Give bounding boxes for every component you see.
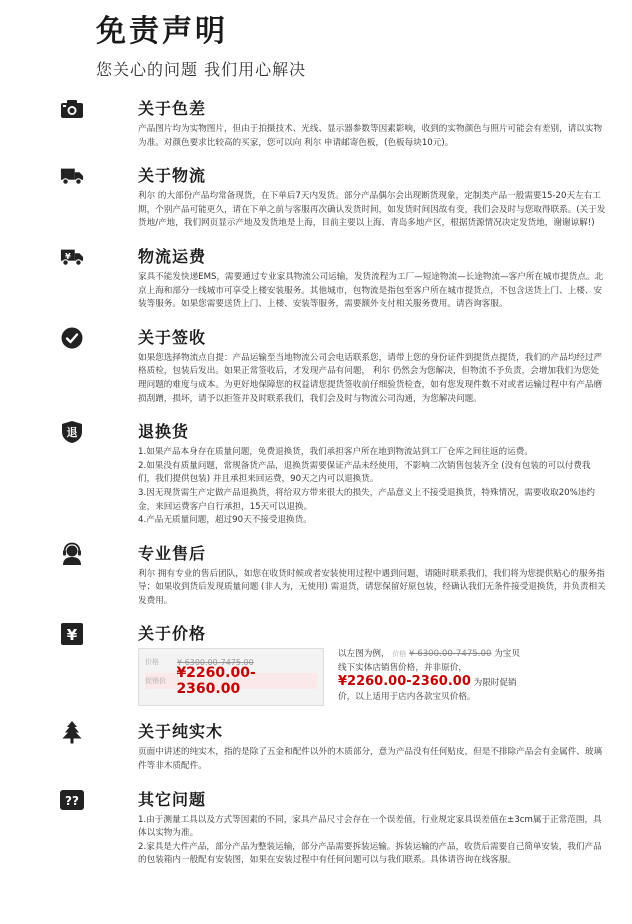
promo-price-label: 促销价 (145, 677, 166, 686)
tree-icon (60, 721, 84, 743)
section-title: 关于色差 (138, 99, 207, 118)
section-title: 其它问题 (138, 789, 207, 809)
section-color-difference (96, 98, 610, 150)
check-circle-icon (60, 327, 84, 349)
section-price (66, 623, 610, 706)
section-other-questions (65, 789, 610, 868)
svg-text:??: ?? (65, 793, 79, 808)
promo-price: ¥2260.00-2360.00 (176, 665, 256, 698)
section-text: 家具不能发快递EMS，需要通过专业家具物流公司运输，发货流程为工厂—短途物流—长途物流—客户所在城市提货点。北京上海和部分一线城市可享受上楼安装服务。其他城市，包物流是指包至客户所在城市提货点，不包含送货上门、上楼、安装等服务。如果您需要送货上门、上楼、安装等服务，需要额外支付相关服务费用。请咨询客服。 (138, 271, 604, 310)
shipping-fee-icon (60, 246, 84, 268)
section-text: 产品图片均为实物图片，但由于拍摄技术、光线、显示器参数等因素影响，收到的实物颜色与照片可能会有差别，请以实物为准。对颜色要求比较高的买家，您可以向 利尔 申请邮寄色板，(色板每块10元)。 (138, 124, 603, 148)
price-example-card (138, 648, 324, 706)
section-title: 退换货 (138, 422, 190, 442)
section-title: 关于纯实木 (138, 722, 224, 742)
yen-icon (60, 623, 84, 645)
section-text: 1.如果产品本身存在质量问题，免费退换货，我们承担客户所在地到物流站到工厂仓库之间往返的运费。 (138, 447, 533, 458)
svg-text:¥: ¥ (64, 250, 71, 261)
section-text: 2.如果没有质量问题，常规备货产品，退换货需要保证产品未经使用，不影响二次销售包装齐全 (没有包装的可以付费我们，我们提供包装) 并且承担来回运费，90天之内可以退换货。 (138, 460, 591, 485)
price-label: 价格 (145, 658, 159, 667)
section-returns (66, 421, 610, 528)
section-solid-wood (96, 721, 610, 773)
section-text: 利尔 拥有专业的售后团队，如您在收货时候或者安装使用过程中遇到问题，请随时联系我们，我们将为您提供贴心的服务指导；如果收到货后发现质量问题 (非人为，无使用) 需退货，请您保留好原包装，经确认我们无条件接受退换货，并负责相关发费用。 (138, 568, 606, 606)
page-subtitle: 您关心的问题 我们用心解决 (96, 60, 307, 79)
original-price: ¥ 6300.00-7475.00 (177, 657, 254, 667)
section-text: 页面中讲述的纯实木，指的是除了五金和配件以外的木质部分，意为产品没有任何贴皮，但是不排除产品会有金属件、玻璃件等非木质配件。 (138, 747, 603, 772)
section-title: 关于价格 (138, 624, 207, 644)
section-text: 2.家具是大件产品，部分产品为整装运输，部分产品需要拆装运输。拆装运输的产品，收货后需要自己简单安装，我们产品的包装箱内一般配有安装图，如果在安装过程中有任何问题可以与我们联系。具体请咨询在线客服。 (138, 841, 602, 866)
camera-icon (60, 98, 84, 120)
price-text-intro: 以左图为例， (338, 649, 390, 660)
section-title: 物流运费 (138, 246, 207, 266)
section-text: 4.产品无质量问题，超过90天不接受退换货。 (138, 515, 312, 526)
section-text: 3.因无现货需生产定做产品退换货，将给双方带来很大的损失，产品意义上不接受退换货，特殊情况，需要收取20%违约金，来回运费客户自行承担，15天可以退换。 (138, 487, 595, 512)
section-signing (96, 327, 610, 406)
price-text-middle: 为宝贝线下实体店销售价格，并非原价， (338, 649, 520, 673)
section-text: 1.由于测量工具以及方式等因素的不同，家具产品尺寸会存在一个误差值，行业规定家具误差值在±3cm属于正常范围，具体以实物为准。 (138, 814, 602, 839)
section-shipping-fee (64, 246, 610, 312)
truck-icon (60, 165, 84, 187)
page-title: 免责声明 (96, 14, 228, 49)
price-text-label: 价格 (392, 650, 407, 659)
question-icon (60, 789, 84, 811)
section-title: 专业售后 (138, 543, 207, 563)
svg-text:¥: ¥ (66, 626, 78, 645)
return-shield-icon (60, 421, 84, 443)
section-title: 关于签收 (138, 327, 207, 347)
section-title: 关于物流 (138, 166, 207, 186)
svg-text:退: 退 (66, 426, 78, 440)
section-text: 利尔 的大部份产品均常备现货，在下单后7天内发货。部分产品偶尔会出现断货现象，定制类产品一般需要15-20天左右工期，个别产品可能更久，请在下单之前与客服再次确认发货时间，如发货时间因故有变，我们会及时与您取得联系。(关于发货地/产地，我们网页显示产地及发货地是上海，目前主要以上海、青岛多地产区，根据货源情况决定发货地，谢谢谅解!) (138, 191, 606, 229)
price-explanation (338, 648, 528, 706)
section-logistics (96, 165, 610, 231)
price-text-end: 为限时促销价，以上适用于店内各款宝贝价格。 (338, 678, 517, 702)
customer-service-icon (60, 543, 84, 565)
price-text-promo: ¥2260.00-2360.00 (338, 674, 471, 690)
section-text: 如果您选择物流点自提：产品运输至当地物流公司会电话联系您，请带上您的身份证件到提货点提货，我们的产品均经过严格质检，包装后发出。如果正常签收后，才发现产品有问题， 利尔 仍然会为您解决，但物流不予负责，会增加我们为您处理问题的难度与成本。为更好地保障您的权益请您提货签收前仔细验货检查，如有您发现件数不对或者运输过程中有产品磨损刮蹭，损坏，请予以拒签并及时联系我们，我们会及时与物流公司沟通，为您解决问题。 (138, 352, 603, 404)
price-text-old: ¥ 6300.00-7475.00 (409, 649, 492, 660)
section-after-sales (96, 543, 610, 609)
